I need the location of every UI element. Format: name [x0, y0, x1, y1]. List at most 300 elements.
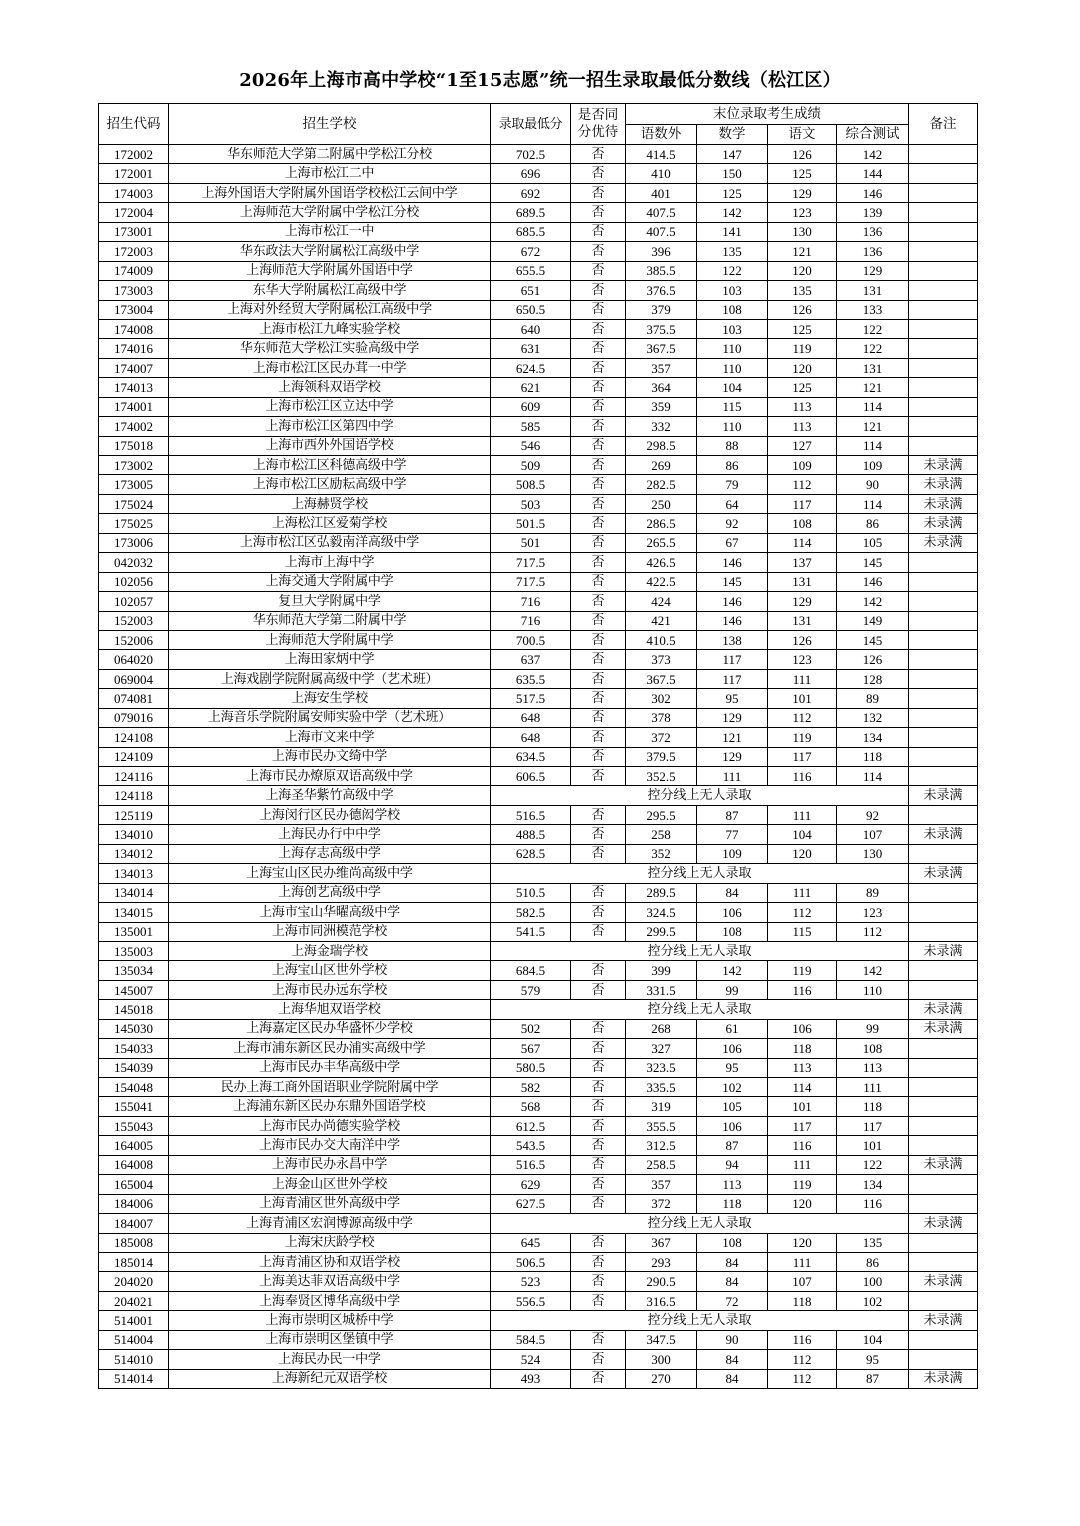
- min-score: 488.5: [491, 825, 571, 844]
- min-score: 509: [491, 456, 571, 475]
- tie-preference: 否: [571, 514, 626, 533]
- score-comprehensive: 102: [837, 1291, 909, 1310]
- min-score: 584.5: [491, 1330, 571, 1349]
- table-row: [99, 183, 978, 202]
- score-ysw: 258.5: [626, 1155, 697, 1174]
- table-row: [99, 844, 978, 863]
- score-comprehensive: 86: [837, 514, 909, 533]
- min-score: 612.5: [491, 1116, 571, 1135]
- school-name: 华东师范大学第二附属中学: [169, 611, 491, 630]
- min-score: 624.5: [491, 358, 571, 377]
- tie-preference: 否: [571, 1369, 626, 1388]
- remark: [909, 650, 978, 669]
- table-row: [99, 203, 978, 222]
- school-code: 124118: [99, 786, 169, 805]
- score-comprehensive: 90: [837, 475, 909, 494]
- remark: [909, 222, 978, 241]
- score-comprehensive: 131: [837, 358, 909, 377]
- score-chinese: 116: [768, 980, 837, 999]
- remark: [909, 805, 978, 824]
- score-comprehensive: 121: [837, 417, 909, 436]
- score-comprehensive: 132: [837, 708, 909, 727]
- school-code: 135003: [99, 941, 169, 960]
- remark: [909, 1116, 978, 1135]
- tie-preference: 否: [571, 825, 626, 844]
- score-math: 129: [697, 747, 768, 766]
- remark: [909, 339, 978, 358]
- score-comprehensive: 113: [837, 1058, 909, 1077]
- tie-preference: 否: [571, 339, 626, 358]
- score-chinese: 116: [768, 1330, 837, 1349]
- school-name: 民办上海工商外国语职业学院附属中学: [169, 1078, 491, 1097]
- score-chinese: 117: [768, 494, 837, 513]
- school-code: 173005: [99, 475, 169, 494]
- score-ysw: 421: [626, 611, 697, 630]
- remark: 未录满: [909, 1272, 978, 1291]
- remark: [909, 183, 978, 202]
- score-ysw: 312.5: [626, 1136, 697, 1155]
- score-ysw: 426.5: [626, 553, 697, 572]
- tie-preference: 否: [571, 728, 626, 747]
- score-math: 141: [697, 222, 768, 241]
- score-math: 145: [697, 572, 768, 591]
- school-code: 175018: [99, 436, 169, 455]
- score-math: 87: [697, 1136, 768, 1155]
- score-math: 150: [697, 164, 768, 183]
- score-comprehensive: 121: [837, 378, 909, 397]
- score-ysw: 302: [626, 689, 697, 708]
- score-math: 95: [697, 1058, 768, 1077]
- table-row: [99, 494, 978, 513]
- tie-preference: 否: [571, 611, 626, 630]
- score-math: 94: [697, 1155, 768, 1174]
- tie-preference: 否: [571, 1350, 626, 1369]
- score-comprehensive: 126: [837, 650, 909, 669]
- min-score: 640: [491, 319, 571, 338]
- school-name: 上海市宝山华曜高级中学: [169, 903, 491, 922]
- tie-preference: 否: [571, 203, 626, 222]
- min-score: 580.5: [491, 1058, 571, 1077]
- school-code: 174007: [99, 358, 169, 377]
- score-chinese: 117: [768, 747, 837, 766]
- tie-preference: 否: [571, 650, 626, 669]
- min-score: 506.5: [491, 1252, 571, 1271]
- school-name: 上海金瑞学校: [169, 941, 491, 960]
- tie-preference: 否: [571, 1078, 626, 1097]
- score-comprehensive: 114: [837, 494, 909, 513]
- school-name: 华东师范大学第二附属中学松江分校: [169, 145, 491, 164]
- score-math: 84: [697, 883, 768, 902]
- score-ysw: 250: [626, 494, 697, 513]
- score-math: 135: [697, 242, 768, 261]
- table-row: [99, 941, 978, 960]
- school-code: 174016: [99, 339, 169, 358]
- school-code: 154039: [99, 1058, 169, 1077]
- score-comprehensive: 99: [837, 1019, 909, 1038]
- score-ysw: 270: [626, 1369, 697, 1388]
- school-name: 上海市民办永昌中学: [169, 1155, 491, 1174]
- no-admission-note: 控分线上无人录取: [491, 941, 909, 960]
- school-name: 上海市民办丰华高级中学: [169, 1058, 491, 1077]
- score-math: 108: [697, 300, 768, 319]
- school-code: 173006: [99, 533, 169, 552]
- tie-preference: 否: [571, 300, 626, 319]
- score-comprehensive: 145: [837, 630, 909, 649]
- remark: [909, 145, 978, 164]
- school-name: 上海青浦区宏润博源高级中学: [169, 1214, 491, 1233]
- school-name: 上海领科双语学校: [169, 378, 491, 397]
- score-comprehensive: 118: [837, 1097, 909, 1116]
- school-name: 上海田家炳中学: [169, 650, 491, 669]
- score-ysw: 410.5: [626, 630, 697, 649]
- remark: [909, 164, 978, 183]
- table-row: [99, 1155, 978, 1174]
- school-code: 204020: [99, 1272, 169, 1291]
- remark: [909, 417, 978, 436]
- school-code: 124116: [99, 767, 169, 786]
- score-math: 106: [697, 903, 768, 922]
- remark: [909, 728, 978, 747]
- score-math: 121: [697, 728, 768, 747]
- table-row: [99, 1350, 978, 1369]
- tie-preference: 否: [571, 592, 626, 611]
- school-code: 185014: [99, 1252, 169, 1271]
- score-comprehensive: 117: [837, 1116, 909, 1135]
- tie-preference: 否: [571, 747, 626, 766]
- score-ysw: 293: [626, 1252, 697, 1271]
- score-chinese: 114: [768, 533, 837, 552]
- school-code: 155041: [99, 1097, 169, 1116]
- score-comprehensive: 87: [837, 1369, 909, 1388]
- min-score: 510.5: [491, 883, 571, 902]
- score-math: 61: [697, 1019, 768, 1038]
- score-math: 106: [697, 1039, 768, 1058]
- table-row: [99, 572, 978, 591]
- score-comprehensive: 89: [837, 689, 909, 708]
- score-comprehensive: 133: [837, 300, 909, 319]
- school-code: 134012: [99, 844, 169, 863]
- remark: 未录满: [909, 494, 978, 513]
- school-code: 174003: [99, 183, 169, 202]
- school-name: 上海市松江区弘毅南洋高级中学: [169, 533, 491, 552]
- school-name: 上海市民办远东学校: [169, 980, 491, 999]
- table-row: [99, 825, 978, 844]
- remark: [909, 592, 978, 611]
- tie-preference: 否: [571, 1019, 626, 1038]
- score-chinese: 120: [768, 1194, 837, 1213]
- school-code: 152006: [99, 630, 169, 649]
- score-math: 117: [697, 650, 768, 669]
- school-name: 上海赫贤学校: [169, 494, 491, 513]
- remark: [909, 980, 978, 999]
- school-name: 上海市松江九峰实验学校: [169, 319, 491, 338]
- school-code: 134015: [99, 903, 169, 922]
- remark: [909, 300, 978, 319]
- tie-preference: 否: [571, 533, 626, 552]
- remark: 未录满: [909, 456, 978, 475]
- score-chinese: 125: [768, 319, 837, 338]
- score-chinese: 119: [768, 728, 837, 747]
- score-ysw: 327: [626, 1039, 697, 1058]
- school-name: 上海松江区爱菊学校: [169, 514, 491, 533]
- remark: [909, 242, 978, 261]
- score-chinese: 127: [768, 436, 837, 455]
- score-math: 122: [697, 261, 768, 280]
- min-score: 717.5: [491, 572, 571, 591]
- school-code: 514010: [99, 1350, 169, 1369]
- min-score: 517.5: [491, 689, 571, 708]
- score-chinese: 111: [768, 805, 837, 824]
- score-chinese: 114: [768, 1078, 837, 1097]
- score-comprehensive: 122: [837, 1155, 909, 1174]
- score-math: 99: [697, 980, 768, 999]
- score-math: 115: [697, 397, 768, 416]
- score-ysw: 372: [626, 1194, 697, 1213]
- no-admission-note: 控分线上无人录取: [491, 864, 909, 883]
- score-math: 129: [697, 708, 768, 727]
- tie-preference: 否: [571, 1039, 626, 1058]
- score-comprehensive: 101: [837, 1136, 909, 1155]
- tie-preference: 否: [571, 1097, 626, 1116]
- score-math: 87: [697, 805, 768, 824]
- min-score: 650.5: [491, 300, 571, 319]
- school-name: 上海市同洲模范学校: [169, 922, 491, 941]
- score-math: 105: [697, 1097, 768, 1116]
- score-chinese: 129: [768, 183, 837, 202]
- score-chinese: 135: [768, 281, 837, 300]
- school-code: 185008: [99, 1233, 169, 1252]
- table-row: [99, 164, 978, 183]
- table-row: [99, 980, 978, 999]
- table-row: [99, 553, 978, 572]
- score-math: 110: [697, 358, 768, 377]
- min-score: 635.5: [491, 669, 571, 688]
- min-score: 556.5: [491, 1291, 571, 1310]
- school-name: 上海金山区世外学校: [169, 1175, 491, 1194]
- remark: 未录满: [909, 941, 978, 960]
- score-chinese: 119: [768, 1175, 837, 1194]
- school-code: 102057: [99, 592, 169, 611]
- table-row: [99, 417, 978, 436]
- min-score: 567: [491, 1039, 571, 1058]
- table-row: [99, 1214, 978, 1233]
- score-comprehensive: 114: [837, 767, 909, 786]
- score-ysw: 300: [626, 1350, 697, 1369]
- table-header: [99, 104, 978, 145]
- school-name: 上海圣华紫竹高级中学: [169, 786, 491, 805]
- remark: [909, 397, 978, 416]
- school-name: 华东师范大学松江实验高级中学: [169, 339, 491, 358]
- score-math: 90: [697, 1330, 768, 1349]
- school-code: 174009: [99, 261, 169, 280]
- no-admission-note: 控分线上无人录取: [491, 1000, 909, 1019]
- school-name: 上海师范大学附属外国语中学: [169, 261, 491, 280]
- tie-preference: 否: [571, 980, 626, 999]
- score-chinese: 125: [768, 164, 837, 183]
- school-name: 上海市松江区科德高级中学: [169, 456, 491, 475]
- school-name: 上海安生学校: [169, 689, 491, 708]
- score-comprehensive: 114: [837, 397, 909, 416]
- table-row: [99, 1233, 978, 1252]
- score-ysw: 355.5: [626, 1116, 697, 1135]
- score-chinese: 121: [768, 242, 837, 261]
- min-score: 524: [491, 1350, 571, 1369]
- remark: 未录满: [909, 514, 978, 533]
- school-code: 064020: [99, 650, 169, 669]
- school-name: 上海市松江区立达中学: [169, 397, 491, 416]
- score-comprehensive: 136: [837, 242, 909, 261]
- school-code: 175024: [99, 494, 169, 513]
- table-row: [99, 1291, 978, 1310]
- score-comprehensive: 92: [837, 805, 909, 824]
- score-comprehensive: 122: [837, 339, 909, 358]
- score-ysw: 424: [626, 592, 697, 611]
- score-chinese: 107: [768, 1272, 837, 1291]
- remark: 未录满: [909, 533, 978, 552]
- tie-preference: 否: [571, 242, 626, 261]
- remark: [909, 553, 978, 572]
- table-row: [99, 592, 978, 611]
- score-ysw: 258: [626, 825, 697, 844]
- min-score: 546: [491, 436, 571, 455]
- score-ysw: 367: [626, 1233, 697, 1252]
- score-ysw: 399: [626, 961, 697, 980]
- tie-preference: 否: [571, 319, 626, 338]
- score-math: 72: [697, 1291, 768, 1310]
- header-remark: 备注: [909, 104, 978, 145]
- min-score: 631: [491, 339, 571, 358]
- header-min-score: 录取最低分: [491, 104, 571, 145]
- no-admission-note: 控分线上无人录取: [491, 1214, 909, 1233]
- min-score: 655.5: [491, 261, 571, 280]
- tie-preference: 否: [571, 475, 626, 494]
- school-name: 上海存志高级中学: [169, 844, 491, 863]
- school-code: 184006: [99, 1194, 169, 1213]
- score-comprehensive: 123: [837, 903, 909, 922]
- score-ysw: 414.5: [626, 145, 697, 164]
- score-ysw: 357: [626, 358, 697, 377]
- school-name: 上海市松江二中: [169, 164, 491, 183]
- school-code: 155043: [99, 1116, 169, 1135]
- min-score: 716: [491, 611, 571, 630]
- score-math: 104: [697, 378, 768, 397]
- score-chinese: 116: [768, 1136, 837, 1155]
- school-code: 145007: [99, 980, 169, 999]
- table-row: [99, 630, 978, 649]
- score-comprehensive: 104: [837, 1330, 909, 1349]
- min-score: 585: [491, 417, 571, 436]
- school-code: 134013: [99, 864, 169, 883]
- score-ysw: 375.5: [626, 319, 697, 338]
- school-name: 上海创艺高级中学: [169, 883, 491, 902]
- score-ysw: 359: [626, 397, 697, 416]
- remark: [909, 844, 978, 863]
- school-name: 上海外国语大学附属外国语学校松江云间中学: [169, 183, 491, 202]
- score-chinese: 125: [768, 378, 837, 397]
- table-row: [99, 883, 978, 902]
- score-ysw: 290.5: [626, 1272, 697, 1291]
- score-chinese: 112: [768, 1350, 837, 1369]
- score-ysw: 410: [626, 164, 697, 183]
- table-row: [99, 1116, 978, 1135]
- tie-preference: 否: [571, 1252, 626, 1271]
- table-row: [99, 1058, 978, 1077]
- tie-preference: 否: [571, 417, 626, 436]
- header-ysw: 语数外: [626, 125, 697, 145]
- remark: [909, 1350, 978, 1369]
- score-comprehensive: 135: [837, 1233, 909, 1252]
- remark: [909, 708, 978, 727]
- tie-preference: 否: [571, 1136, 626, 1155]
- school-name: 上海华旭双语学校: [169, 1000, 491, 1019]
- remark: [909, 572, 978, 591]
- remark: 未录满: [909, 1155, 978, 1174]
- remark: [909, 1194, 978, 1213]
- school-name: 上海市崇明区堡镇中学: [169, 1330, 491, 1349]
- admission-score-table: [98, 103, 978, 1389]
- table-row: [99, 1311, 978, 1330]
- score-comprehensive: 149: [837, 611, 909, 630]
- table-row: [99, 1369, 978, 1388]
- tie-preference: 否: [571, 767, 626, 786]
- min-score: 696: [491, 164, 571, 183]
- tie-preference: 否: [571, 1291, 626, 1310]
- school-code: 134010: [99, 825, 169, 844]
- min-score: 541.5: [491, 922, 571, 941]
- score-math: 109: [697, 844, 768, 863]
- score-chinese: 123: [768, 203, 837, 222]
- school-code: 145030: [99, 1019, 169, 1038]
- table-row: [99, 1272, 978, 1291]
- tie-preference: 否: [571, 456, 626, 475]
- score-ysw: 324.5: [626, 903, 697, 922]
- score-math: 67: [697, 533, 768, 552]
- remark: [909, 883, 978, 902]
- score-ysw: 373: [626, 650, 697, 669]
- score-comprehensive: 108: [837, 1039, 909, 1058]
- score-math: 142: [697, 961, 768, 980]
- school-code: 135034: [99, 961, 169, 980]
- table-row: [99, 378, 978, 397]
- min-score: 579: [491, 980, 571, 999]
- remark: [909, 1233, 978, 1252]
- table-row: [99, 611, 978, 630]
- school-name: 上海市西外外国语学校: [169, 436, 491, 455]
- score-chinese: 108: [768, 514, 837, 533]
- tie-preference: 否: [571, 844, 626, 863]
- school-name: 上海奉贤区博华高级中学: [169, 1291, 491, 1310]
- tie-preference: 否: [571, 922, 626, 941]
- school-name: 上海市民办文绮中学: [169, 747, 491, 766]
- min-score: 627.5: [491, 1194, 571, 1213]
- school-name: 上海师范大学附属中学: [169, 630, 491, 649]
- score-ysw: 289.5: [626, 883, 697, 902]
- score-chinese: 112: [768, 903, 837, 922]
- remark: [909, 1039, 978, 1058]
- table-row: [99, 747, 978, 766]
- tie-preference: 否: [571, 883, 626, 902]
- score-comprehensive: 89: [837, 883, 909, 902]
- table-body: [99, 145, 978, 1389]
- score-math: 146: [697, 553, 768, 572]
- table-row: [99, 805, 978, 824]
- school-code: 514014: [99, 1369, 169, 1388]
- remark: [909, 1097, 978, 1116]
- school-code: 173003: [99, 281, 169, 300]
- score-comprehensive: 139: [837, 203, 909, 222]
- min-score: 685.5: [491, 222, 571, 241]
- remark: [909, 669, 978, 688]
